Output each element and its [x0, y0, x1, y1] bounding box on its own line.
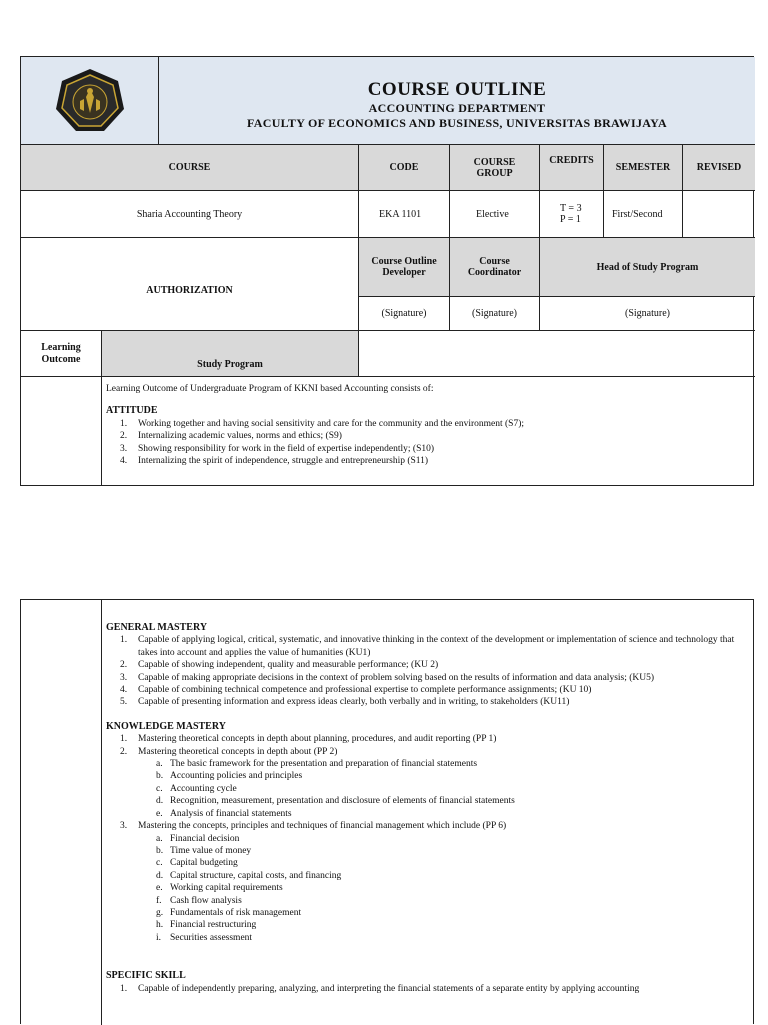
signature-developer: (Signature) — [359, 297, 450, 331]
list-item: c. Accounting cycle — [156, 783, 237, 794]
list-item: 3. Capable of making appropriate decisions in the context of problem solving based on the results of information and data analysis; (KU5) — [120, 672, 655, 683]
general-mastery-list — [106, 634, 751, 708]
list-item: 3. Mastering the concepts, principles and techniques of financial management which include (PP 6) — [120, 821, 507, 832]
list-item: 2. Mastering theoretical concepts in depth about (PP 2) — [120, 746, 338, 757]
course-credits — [540, 191, 604, 238]
knowledge-mastery-heading: KNOWLEDGE MASTERY — [106, 720, 226, 732]
mastery-content — [106, 622, 751, 995]
list-item: 4. Capable of combining technical competence and professional expertise to complete performance assignments; (KU 10) — [120, 685, 592, 696]
list-item: 5. Capable of presenting information and express ideas clearly, both verbally and in writing, to stakeholders (KU11) — [120, 697, 570, 708]
specific-skill-list — [106, 983, 751, 995]
credits-practice: P = 1 — [560, 214, 581, 225]
list-item: e. Working capital requirements — [156, 883, 283, 894]
attitude-heading: ATTITUDE — [106, 405, 158, 417]
authorization-label: AUTHORIZATION — [21, 238, 359, 331]
attitude-list — [106, 418, 746, 468]
learning-outcome-label: Learning Outcome — [21, 331, 102, 377]
list-item: a. The basic framework for the presentation and preparation of financial statements — [156, 759, 478, 770]
list-item: 2. Capable of showing independent, quality and measurable performance; (KU 2) — [120, 660, 439, 671]
col-semester: SEMESTER — [604, 145, 683, 191]
list-item: h. Financial restructuring — [156, 920, 257, 931]
list-item: b. Time value of money — [156, 845, 252, 856]
list-item: f. Cash flow analysis — [156, 895, 242, 906]
col-credits: CREDITS — [540, 145, 604, 191]
course-outline-table-continued — [20, 599, 754, 1024]
col-course-group: COURSE GROUP — [450, 145, 540, 191]
knowledge-mastery-list — [106, 733, 751, 758]
signature-head: (Signature) — [540, 297, 755, 331]
col-revised: REVISED — [683, 145, 755, 191]
study-program-value — [359, 331, 755, 377]
content-left-cell-2 — [21, 600, 102, 1025]
course-outline-developer: Course Outline Developer — [359, 238, 450, 297]
list-item: 1. Working together and having social sensitivity and care for the community and the environment (S7); — [120, 418, 524, 429]
list-item: 2. Internalizing academic values, norms and ethics; (S9) — [120, 431, 342, 442]
university-seal-icon — [54, 67, 126, 135]
department-name: ACCOUNTING DEPARTMENT — [368, 100, 546, 115]
list-item: g. Fundamentals of risk management — [156, 907, 302, 918]
signature-coordinator: (Signature) — [450, 297, 540, 331]
course-revised — [683, 191, 755, 238]
knowledge-pp2-sublist — [106, 758, 751, 820]
list-item: 1. Mastering theoretical concepts in depth about planning, procedures, and audit reporting (PP 1) — [120, 734, 497, 745]
logo-cell — [21, 57, 159, 145]
list-item: 3. Showing responsibility for work in the field of expertise independently; (S10) — [120, 443, 435, 454]
list-item: e. Analysis of financial statements — [156, 808, 292, 819]
list-item: 1. Capable of independently preparing, analyzing, and interpreting the financial statements of a separate entity by applying accounting — [120, 983, 640, 994]
knowledge-mastery-list-3 — [106, 820, 751, 832]
list-item: c. Capital budgeting — [156, 858, 238, 869]
list-item: 4. Internalizing the spirit of independence, struggle and entrepreneurship (S11) — [120, 456, 429, 467]
page-title: COURSE OUTLINE — [367, 78, 547, 100]
attitude-content — [106, 383, 746, 467]
course-coordinator: Course Coordinator — [450, 238, 540, 297]
course-name: Sharia Accounting Theory — [21, 191, 359, 238]
list-item: d. Capital structure, capital costs, and financing — [156, 870, 342, 881]
study-program-label: Study Program — [102, 331, 359, 377]
course-group: Elective — [450, 191, 540, 238]
col-code: CODE — [359, 145, 450, 191]
list-item: d. Recognition, measurement, presentation and disclosure of elements of financial statements — [156, 796, 515, 807]
course-semester: First/Second — [604, 191, 683, 238]
col-course: COURSE — [21, 145, 359, 191]
faculty-name: FACULTY OF ECONOMICS AND BUSINESS, UNIVERSITAS BRAWIJAYA — [247, 115, 667, 130]
head-of-study-program: Head of Study Program — [540, 238, 755, 297]
list-item: a. Financial decision — [156, 833, 240, 844]
credits-theory: T = 3 — [560, 203, 582, 214]
content-left-cell — [21, 377, 102, 485]
general-mastery-heading: GENERAL MASTERY — [106, 622, 208, 633]
specific-skill-heading: SPECIFIC SKILL — [106, 970, 186, 982]
course-outline-table — [20, 56, 754, 486]
knowledge-pp6-sublist — [106, 833, 751, 945]
list-item: i. Securities assessment — [156, 932, 253, 943]
list-item: b. Accounting policies and principles — [156, 771, 303, 782]
course-code: EKA 1101 — [359, 191, 450, 238]
header-title-cell — [159, 57, 755, 145]
intro-text: Learning Outcome of Undergraduate Program of KKNI based Accounting consists of: — [106, 384, 434, 394]
list-item: 1. Capable of applying logical, critical, systematic, and innovative thinking in the context of the development or implementation of science and technology that takes into account and applies the value of humanities (KU1) — [120, 635, 735, 658]
